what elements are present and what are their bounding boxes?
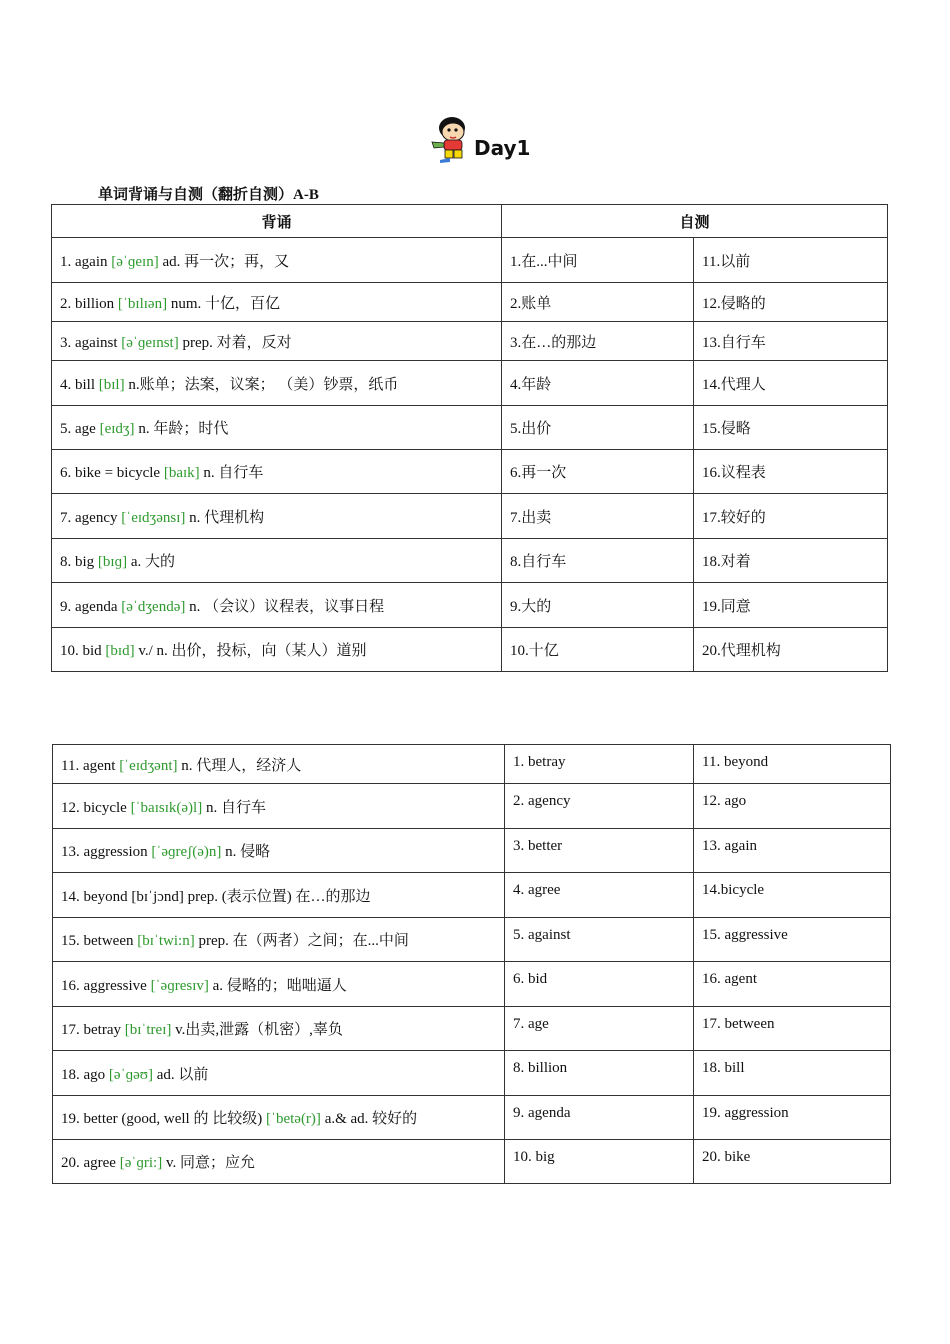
self-test-cell: 3.在…的那边: [502, 322, 694, 361]
self-test-cell: 14.bicycle: [694, 873, 891, 918]
self-test-cell: 1.在...中间: [502, 238, 694, 283]
word-text: 12. bicycle: [61, 799, 127, 816]
phonetic-text: [bɪˈtreɪ]: [124, 1022, 172, 1038]
word-entry-cell: [53, 1051, 505, 1096]
table-row: [53, 873, 891, 918]
word-entry-cell: [53, 829, 505, 873]
self-test-cell: 9. agenda: [505, 1096, 694, 1140]
table-row: [52, 450, 888, 494]
self-test-cell: 8. billion: [505, 1051, 694, 1096]
word-entry-cell: [52, 322, 502, 361]
self-test-cell: 15.侵略: [694, 406, 888, 450]
word-entry-cell: [52, 583, 502, 628]
word-text: 17. betray: [61, 1022, 121, 1038]
page-title: Day1: [474, 136, 531, 160]
phonetic-text: [əˈɡeɪnst]: [121, 334, 179, 351]
definition-text: prep. 在（两者）之间；在...中间: [198, 933, 409, 949]
phonetic-text: [ˈeɪdʒənt]: [119, 757, 178, 774]
self-test-cell: 6.再一次: [502, 450, 694, 494]
self-test-cell: 2.账单: [502, 283, 694, 322]
phonetic-text: [əˈdʒendə]: [121, 598, 186, 615]
section-subtitle: 单词背诵与自测（翻折自测）A-B: [98, 187, 319, 203]
phonetic-text: [əˈɡəʊ]: [108, 1066, 153, 1083]
self-test-cell: 19. aggression: [694, 1096, 891, 1140]
word-entry-cell: [52, 628, 502, 672]
table-row: [53, 829, 891, 873]
word-text: 19. better (good, well 的 比较级): [61, 1111, 263, 1127]
definition-text: num. 十亿，百亿: [170, 295, 280, 312]
table-row: [53, 784, 891, 829]
self-test-cell: 3. better: [505, 829, 694, 873]
word-entry-cell: [53, 918, 505, 962]
self-test-cell: 8.自行车: [502, 539, 694, 583]
word-entry-cell: [53, 1140, 505, 1184]
memorize-table-2: [52, 744, 891, 1184]
word-entry-cell: [52, 361, 502, 406]
self-test-cell: 4.年龄: [502, 361, 694, 406]
definition-text: n. 自行车: [205, 799, 266, 816]
table-row: [52, 361, 888, 406]
definition-text: prep. 对着，反对: [182, 334, 292, 351]
self-test-cell: 12.侵略的: [694, 283, 888, 322]
definition-text: v. 同意；应允: [165, 1155, 255, 1171]
phonetic-text: [bɪl]: [98, 376, 125, 393]
word-entry-cell: [53, 784, 505, 829]
table-row: [52, 283, 888, 322]
phonetic-text: [bɪˈtwi:n]: [137, 933, 195, 949]
word-text: 5. age: [60, 421, 96, 437]
word-text: 13. aggression: [61, 844, 148, 860]
definition-text: ad. 再一次；再，又: [162, 253, 290, 270]
phonetic-text: [ˈəɡreʃ(ə)n]: [151, 844, 222, 860]
word-entry-cell: [52, 494, 502, 539]
table-row: [53, 745, 891, 784]
self-test-cell: 16.议程表: [694, 450, 888, 494]
self-test-cell: 1. betray: [505, 745, 694, 784]
page-header: [428, 112, 530, 164]
table-row: [53, 1007, 891, 1051]
definition-text: n. 自行车: [203, 465, 264, 481]
memorize-table-1: [51, 204, 888, 672]
definition-text: n. 代理机构: [189, 509, 265, 526]
definition-text: a.& ad. 较好的: [324, 1111, 418, 1127]
word-entry-cell: [53, 745, 505, 784]
self-test-cell: 4. agree: [505, 873, 694, 918]
self-test-cell: 19.同意: [694, 583, 888, 628]
word-text: 8. big: [60, 554, 95, 570]
table-row: [52, 406, 888, 450]
self-test-cell: 13. again: [694, 829, 891, 873]
self-test-cell: 7. age: [505, 1007, 694, 1051]
phonetic-text: [ˈəɡresɪv]: [150, 977, 209, 994]
cartoon-boy-icon: [428, 112, 474, 164]
word-text: 7. agency: [60, 509, 118, 526]
word-text: 6. bike = bicycle: [60, 465, 161, 481]
table-row: [52, 494, 888, 539]
word-text: 20. agree: [61, 1155, 116, 1171]
self-test-cell: 15. aggressive: [694, 918, 891, 962]
table-row: [52, 322, 888, 361]
self-test-cell: 6. bid: [505, 962, 694, 1007]
word-text: 4. bill: [60, 376, 96, 393]
word-text: 3. against: [60, 334, 118, 351]
self-test-cell: 7.出卖: [502, 494, 694, 539]
self-test-cell: 9.大的: [502, 583, 694, 628]
definition-text: n. （会议）议程表，议事日程: [189, 598, 385, 615]
word-entry-cell: [53, 1096, 505, 1140]
definition-text: ad. 以前: [156, 1066, 209, 1083]
header-self-test: 自测: [502, 205, 888, 238]
word-entry-cell: [52, 450, 502, 494]
self-test-cell: 20.代理机构: [694, 628, 888, 672]
self-test-cell: 10.十亿: [502, 628, 694, 672]
word-text: 2. billion: [60, 295, 115, 312]
definition-text: a. 大的: [130, 554, 176, 570]
phonetic-text: [bɪɡ]: [97, 554, 128, 570]
word-text: 1. again: [60, 253, 108, 270]
word-text: 18. ago: [61, 1066, 106, 1083]
table-header-row: [52, 205, 888, 238]
self-test-cell: 14.代理人: [694, 361, 888, 406]
table-row: [53, 1096, 891, 1140]
phonetic-text: [ˈeɪdʒənsɪ]: [121, 509, 186, 526]
word-text: 14. beyond [bɪˈjɔnd] prep. (表示位置) 在…的那边: [61, 888, 371, 905]
table-row: [52, 539, 888, 583]
self-test-cell: 16. agent: [694, 962, 891, 1007]
word-entry-cell: [52, 539, 502, 583]
phonetic-text: [baɪk]: [163, 465, 200, 481]
definition-text: v.出卖,泄露（机密）,辜负: [175, 1022, 343, 1038]
table-row: [52, 238, 888, 283]
definition-text: n. 年龄；时代: [138, 421, 229, 437]
self-test-cell: 18.对着: [694, 539, 888, 583]
definition-text: n. 侵略: [225, 844, 271, 860]
word-entry-cell: [52, 238, 502, 283]
word-text: 11. agent: [61, 757, 116, 774]
definition-text: n. 代理人，经济人: [181, 757, 302, 774]
self-test-cell: 11. beyond: [694, 745, 891, 784]
self-test-cell: 17.较好的: [694, 494, 888, 539]
self-test-cell: 5. against: [505, 918, 694, 962]
table-row: [52, 583, 888, 628]
phonetic-text: [əˈɡeɪn]: [111, 253, 159, 270]
table-row: [53, 1140, 891, 1184]
self-test-cell: 12. ago: [694, 784, 891, 829]
header-memorize: 背诵: [52, 205, 502, 238]
table-row: [52, 628, 888, 672]
definition-text: a. 侵略的；咄咄逼人: [212, 977, 347, 994]
self-test-cell: 20. bike: [694, 1140, 891, 1184]
self-test-cell: 18. bill: [694, 1051, 891, 1096]
phonetic-text: [ˈbetə(r)]: [265, 1111, 321, 1127]
phonetic-text: [ˈbɪlɪən]: [117, 295, 168, 312]
word-text: 10. bid: [60, 643, 102, 659]
table-row: [53, 1051, 891, 1096]
word-text: 9. agenda: [60, 598, 118, 615]
self-test-cell: 5.出价: [502, 406, 694, 450]
self-test-cell: 2. agency: [505, 784, 694, 829]
phonetic-text: [eɪdʒ]: [99, 421, 135, 437]
self-test-cell: 11.以前: [694, 238, 888, 283]
definition-text: n.账单；法案，议案； （美）钞票，纸币: [128, 376, 399, 393]
self-test-cell: 10. big: [505, 1140, 694, 1184]
self-test-cell: 13.自行车: [694, 322, 888, 361]
word-entry-cell: [53, 1007, 505, 1051]
word-text: 15. between: [61, 933, 134, 949]
word-entry-cell: [53, 873, 505, 918]
definition-text: v./ n. 出价，投标，向（某人）道别: [138, 643, 367, 659]
word-entry-cell: [52, 283, 502, 322]
word-entry-cell: [53, 962, 505, 1007]
phonetic-text: [ˈbaɪsɪk(ə)l]: [130, 799, 203, 816]
table-row: [53, 918, 891, 962]
table-row: [53, 962, 891, 1007]
word-text: 16. aggressive: [61, 977, 147, 994]
phonetic-text: [əˈɡri:]: [119, 1155, 163, 1171]
phonetic-text: [bɪd]: [105, 643, 135, 659]
self-test-cell: 17. between: [694, 1007, 891, 1051]
word-entry-cell: [52, 406, 502, 450]
